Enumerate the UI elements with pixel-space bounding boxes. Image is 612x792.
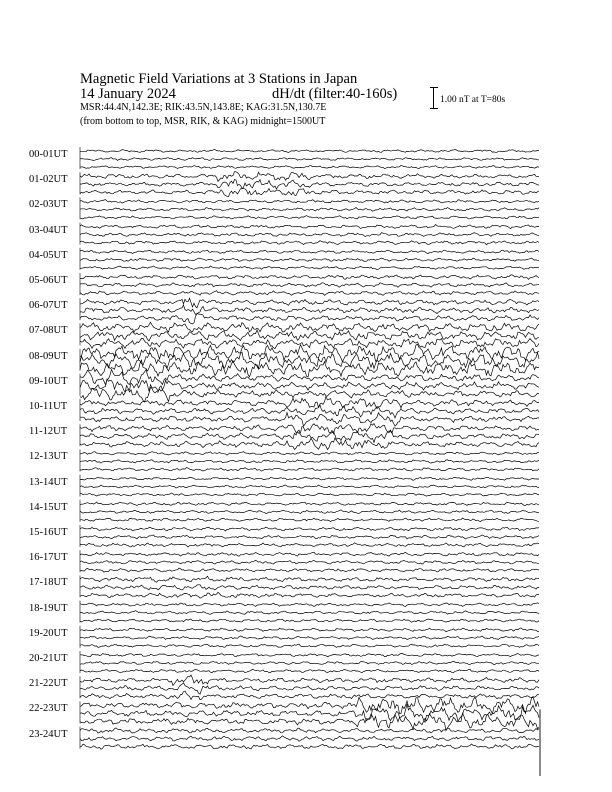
trace-02-03UT-RIK xyxy=(80,208,539,212)
trace-07-08UT-KAG xyxy=(80,322,539,332)
trace-12-13UT-KAG xyxy=(80,452,539,456)
date-line xyxy=(80,86,398,102)
trace-07-08UT-MSR xyxy=(80,338,539,348)
trace-01-02UT-MSR xyxy=(80,188,539,197)
hour-label-07-08UT: 07-08UT xyxy=(29,325,68,337)
trace-11-12UT-KAG xyxy=(80,424,539,434)
trace-04-05UT-RIK xyxy=(80,258,539,261)
trace-21-22UT-MSR xyxy=(80,691,539,700)
hour-label-20-21UT: 20-21UT xyxy=(29,653,68,664)
trace-09-10UT-KAG xyxy=(80,369,539,384)
hour-label-12-13UT: 12-13UT xyxy=(29,451,68,463)
hour-label-17-18UT: 17-18UT xyxy=(29,577,68,589)
trace-10-11UT-MSR xyxy=(80,413,539,427)
hour-label-08-09UT: 08-09UT xyxy=(29,350,68,362)
trace-00-01UT-KAG xyxy=(80,150,539,153)
hour-label-09-10UT: 09-10UT xyxy=(29,375,68,387)
hour-label-10-11UT: 10-11UT xyxy=(29,401,68,412)
hour-label-19-20UT: 19-20UT xyxy=(29,627,68,639)
date-label: 14 January 2024 xyxy=(80,86,176,102)
trace-23-24UT-KAG xyxy=(80,728,539,733)
hour-label-16-17UT: 16-17UT xyxy=(29,552,68,564)
trace-16-17UT-RIK xyxy=(80,560,539,564)
trace-20-21UT-MSR xyxy=(80,669,539,673)
trace-21-22UT-KAG xyxy=(80,675,539,685)
trace-10-11UT-KAG xyxy=(80,397,539,409)
trace-06-07UT-MSR xyxy=(80,314,539,325)
trace-01-02UT-RIK xyxy=(80,180,539,190)
trace-21-22UT-RIK xyxy=(80,683,539,694)
trace-09-10UT-RIK xyxy=(80,379,539,392)
hour-label-23-24UT: 23-24UT xyxy=(29,728,68,740)
trace-18-19UT-RIK xyxy=(80,611,539,615)
trace-19-20UT-MSR xyxy=(80,644,539,647)
trace-05-06UT-RIK xyxy=(80,283,539,288)
trace-14-15UT-MSR xyxy=(80,518,539,522)
trace-16-17UT-MSR xyxy=(80,568,539,572)
trace-23-24UT-MSR xyxy=(80,744,539,749)
hour-label-04-05UT: 04-05UT xyxy=(29,249,68,261)
trace-23-24UT-RIK xyxy=(80,736,539,742)
trace-14-15UT-RIK xyxy=(80,510,539,514)
order-note: (from bottom to top, MSR, RIK, & KAG) midnight=1500UT xyxy=(80,116,326,127)
hour-label-22-23UT: 22-23UT xyxy=(29,703,68,715)
trace-15-16UT-MSR xyxy=(80,543,539,547)
trace-00-01UT-MSR xyxy=(80,165,539,168)
trace-04-05UT-MSR xyxy=(80,266,539,270)
trace-22-23UT-MSR xyxy=(80,713,539,730)
trace-20-21UT-RIK xyxy=(80,661,539,664)
trace-03-04UT-RIK xyxy=(80,233,539,237)
trace-19-20UT-KAG xyxy=(80,628,539,632)
trace-15-16UT-RIK xyxy=(80,535,539,539)
hour-label-11-12UT: 11-12UT xyxy=(29,426,68,438)
trace-04-05UT-KAG xyxy=(80,250,539,253)
trace-06-07UT-RIK xyxy=(80,305,539,314)
trace-16-17UT-KAG xyxy=(80,552,539,556)
trace-12-13UT-MSR xyxy=(80,468,539,472)
trace-19-20UT-RIK xyxy=(80,636,539,640)
trace-15-16UT-KAG xyxy=(80,527,539,531)
hour-label-05-06UT: 05-06UT xyxy=(29,275,68,286)
trace-17-18UT-RIK xyxy=(80,585,539,590)
trace-20-21UT-KAG xyxy=(80,653,539,656)
hour-label-13-14UT: 13-14UT xyxy=(29,476,68,488)
trace-03-04UT-KAG xyxy=(80,225,539,229)
quantity-label: dH/dt (filter:40-160s) xyxy=(272,86,398,102)
chart-title: Magnetic Field Variations at 3 Stations in Japan xyxy=(80,71,358,87)
trace-17-18UT-KAG xyxy=(80,576,539,582)
hour-label-00-01UT: 00-01UT xyxy=(29,149,68,160)
hour-label-01-02UT: 01-02UT xyxy=(29,174,68,186)
trace-18-19UT-KAG xyxy=(80,603,539,607)
trace-03-04UT-MSR xyxy=(80,241,539,245)
hour-label-02-03UT: 02-03UT xyxy=(29,199,68,211)
trace-11-12UT-MSR xyxy=(80,438,539,449)
trace-01-02UT-KAG xyxy=(80,172,539,182)
scale-bar xyxy=(430,87,438,109)
hour-label-18-19UT: 18-19UT xyxy=(29,602,68,614)
scale-label: 1.00 nT at T=80s xyxy=(440,95,506,105)
trace-05-06UT-KAG xyxy=(80,275,539,280)
hour-label-06-07UT: 06-07UT xyxy=(29,300,68,312)
trace-06-07UT-KAG xyxy=(80,298,539,308)
trace-02-03UT-KAG xyxy=(80,200,539,204)
trace-13-14UT-RIK xyxy=(80,485,539,488)
trace-12-13UT-RIK xyxy=(80,460,539,463)
trace-00-01UT-RIK xyxy=(80,158,539,161)
trace-07-08UT-RIK xyxy=(80,330,539,341)
stations-label: MSR:44.4N,142.3E; RIK:43.5N,143.8E; KAG:31.5N,130.7E xyxy=(80,102,327,113)
trace-11-12UT-RIK xyxy=(80,430,539,442)
hour-label-03-04UT: 03-04UT xyxy=(29,224,68,236)
trace-08-09UT-MSR xyxy=(80,360,539,377)
hour-label-14-15UT: 14-15UT xyxy=(29,501,68,513)
hour-label-21-22UT: 21-22UT xyxy=(29,678,68,690)
trace-18-19UT-MSR xyxy=(80,619,539,622)
trace-13-14UT-MSR xyxy=(80,493,539,496)
hour-label-15-16UT: 15-16UT xyxy=(29,527,68,538)
trace-17-18UT-MSR xyxy=(80,592,539,598)
trace-14-15UT-KAG xyxy=(80,502,539,506)
trace-13-14UT-KAG xyxy=(80,477,539,480)
trace-05-06UT-MSR xyxy=(80,291,539,296)
trace-02-03UT-MSR xyxy=(80,216,539,219)
